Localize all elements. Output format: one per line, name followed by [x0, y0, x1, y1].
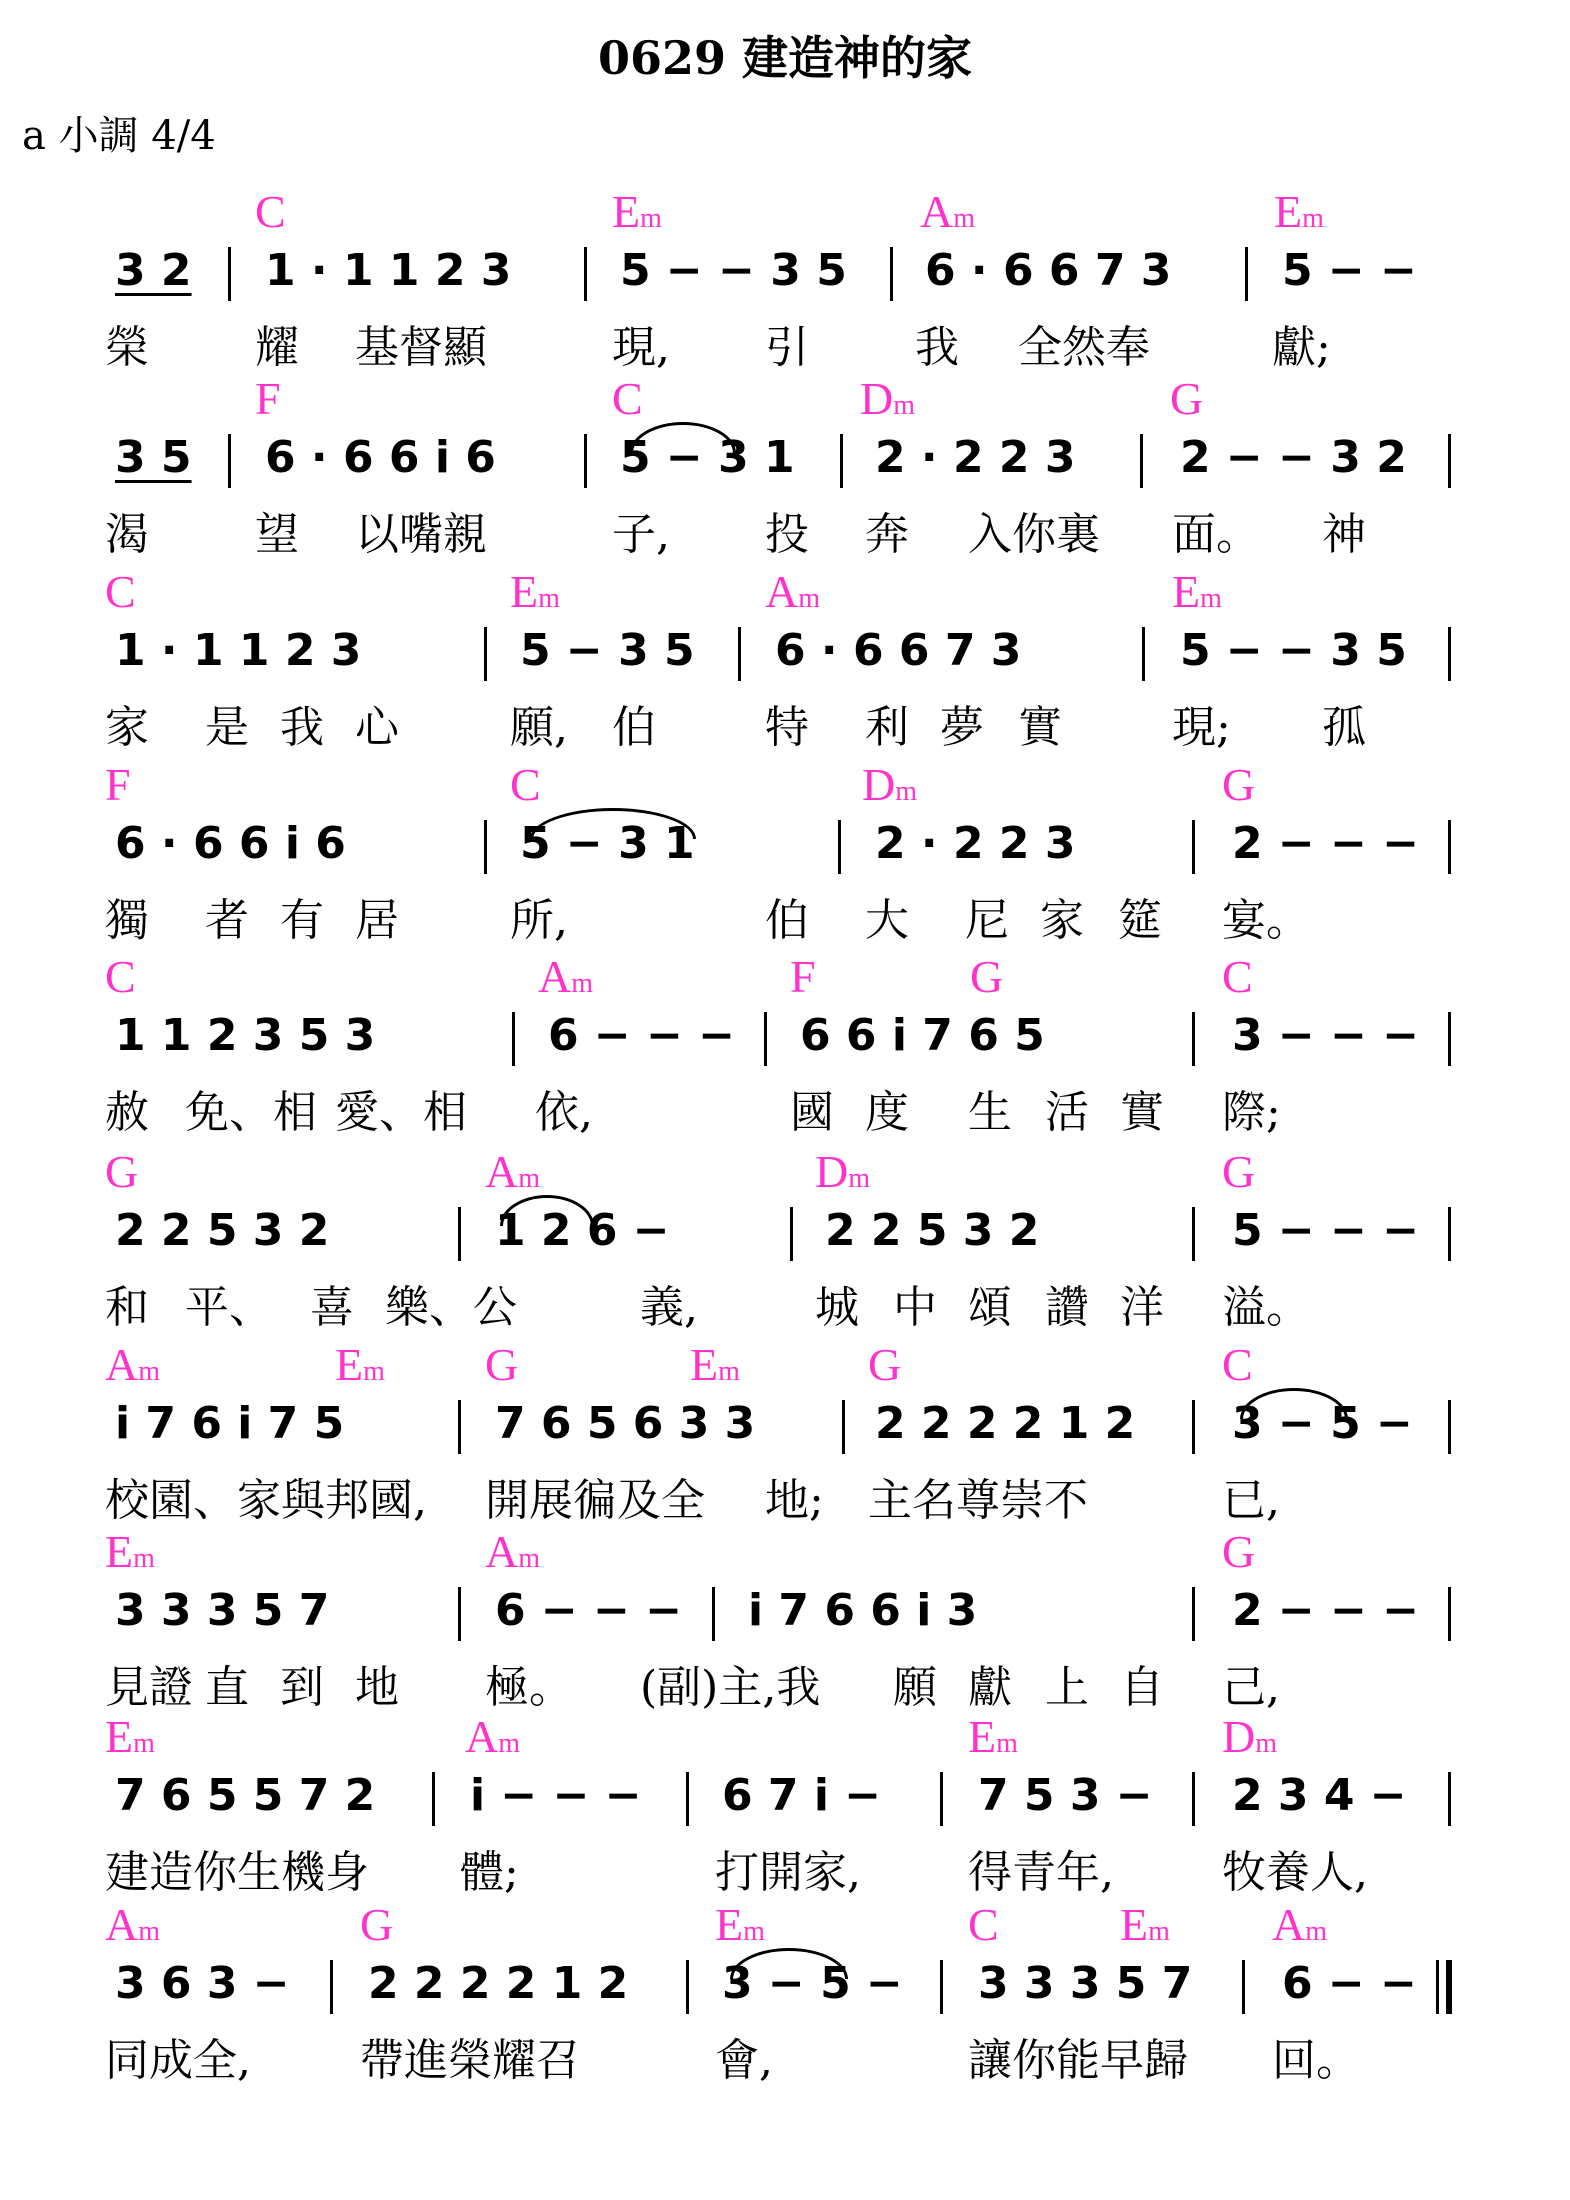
lyric: 愛、相 — [335, 1087, 467, 1138]
note-group: 3 − 5 − — [722, 1958, 903, 2009]
lyric: 赦 — [105, 1087, 149, 1138]
lyric: 城 — [815, 1282, 859, 1333]
notation-row — [0, 1010, 1570, 1066]
lyric: 所, — [510, 895, 568, 946]
lyric: 願, — [510, 702, 568, 753]
barline — [1192, 1207, 1195, 1261]
barline — [484, 820, 487, 874]
notation-row — [0, 245, 1570, 301]
system-5 — [0, 950, 1570, 1146]
note-group: 5 − 3 1 — [620, 432, 795, 483]
barline — [1448, 1772, 1451, 1826]
chord-row — [0, 1145, 1570, 1201]
barline — [584, 247, 587, 301]
barline — [940, 1772, 943, 1826]
lyric: 己, — [1222, 1662, 1280, 1713]
lyric-row — [0, 2024, 1570, 2086]
chord: Em — [968, 1711, 1018, 1762]
system-10 — [0, 1898, 1570, 2094]
lyric: 宴。 — [1222, 895, 1310, 946]
lyric: 家 — [105, 702, 149, 753]
lyric: 筵 — [1118, 895, 1162, 946]
lyric: 現, — [612, 322, 670, 373]
chord: Em — [510, 566, 560, 617]
chord: Em — [612, 186, 662, 237]
barline — [458, 1207, 461, 1261]
barline — [458, 1400, 461, 1454]
chord: C — [1222, 951, 1253, 1002]
chord: Am — [1272, 1899, 1328, 1950]
lyric: 讓你能早歸 — [968, 2035, 1188, 2086]
note-group: 2 − − − — [1232, 1585, 1420, 1636]
lyric: 牧養人, — [1222, 1847, 1368, 1898]
lyric: 我 — [280, 702, 324, 753]
lyric: 大 — [865, 895, 909, 946]
chord: Em — [105, 1526, 155, 1577]
lyric: 上 — [1045, 1662, 1089, 1713]
note-group: 1 2 6 − — [495, 1205, 670, 1256]
lyric: 直 — [205, 1662, 249, 1713]
note-group: 3 2 — [115, 245, 192, 296]
note-group: 5 − − 3 5 — [1180, 625, 1407, 676]
note-group: i 7 6 i 7 5 — [115, 1398, 345, 1449]
lyric-row — [0, 1464, 1570, 1526]
lyric: 奔 — [865, 509, 909, 560]
hymn-title: 0629 建造神的家 — [597, 31, 973, 85]
note-group: i − − − — [470, 1770, 642, 1821]
barline — [764, 1012, 767, 1066]
system-9 — [0, 1710, 1570, 1906]
lyric: 建造你生機身 — [105, 1847, 369, 1898]
chord: G — [1222, 1146, 1256, 1197]
lyric: 自 — [1120, 1662, 1164, 1713]
key-signature: a 小調 4/4 — [22, 113, 216, 159]
lyric: 極。 — [485, 1662, 573, 1713]
chord: Em — [335, 1339, 385, 1390]
barline — [1192, 1400, 1195, 1454]
barline — [228, 434, 231, 488]
note-group: 3 − 5 − — [1232, 1398, 1413, 1449]
note-group: 5 − 3 5 — [520, 625, 695, 676]
barline — [1448, 820, 1451, 874]
notation-row — [0, 1770, 1570, 1826]
note-group: 1 · 1 1 2 3 — [115, 625, 362, 676]
note-group: 2 2 2 2 1 2 — [368, 1958, 629, 2009]
lyric-row — [0, 311, 1570, 373]
lyric: 樂、公 — [385, 1282, 517, 1333]
chord: Em — [105, 1711, 155, 1762]
note-group: 2 2 5 3 2 — [825, 1205, 1040, 1256]
notation-row — [0, 1958, 1570, 2014]
lyric: 帶進榮耀召 — [360, 2035, 580, 2086]
chord-row — [0, 1338, 1570, 1394]
chord: Am — [105, 1339, 161, 1390]
lyric: 特 — [765, 702, 809, 753]
lyric: 獻 — [968, 1662, 1012, 1713]
lyric: 伯 — [612, 702, 656, 753]
lyric: 利 — [865, 702, 909, 753]
lyric: 孤 — [1322, 702, 1366, 753]
barline — [1448, 1587, 1451, 1641]
chord: C — [968, 1899, 999, 1950]
note-group: 6 − − − — [495, 1585, 683, 1636]
chord-row — [0, 1710, 1570, 1766]
note-group: 7 6 5 5 7 2 — [115, 1770, 376, 1821]
lyric: 子, — [612, 509, 670, 560]
note-group: 6 · 6 6 i 6 — [115, 818, 346, 869]
barline — [458, 1587, 461, 1641]
lyric: 獻; — [1272, 322, 1331, 373]
notation-row — [0, 1398, 1570, 1454]
barline — [1192, 1772, 1195, 1826]
chord: Em — [1274, 186, 1324, 237]
lyric: 我 — [915, 322, 959, 373]
lyric: 居 — [355, 895, 399, 946]
note-group: 2 3 4 − — [1232, 1770, 1407, 1821]
chord: Em — [715, 1899, 765, 1950]
barline — [484, 627, 487, 681]
chord: Am — [765, 566, 821, 617]
chord: Am — [538, 951, 594, 1002]
lyric: 獨 — [105, 895, 149, 946]
chord: G — [868, 1339, 902, 1390]
lyric: 國 — [790, 1087, 834, 1138]
note-group: 6 − − − — [548, 1010, 736, 1061]
chord: C — [612, 373, 643, 424]
barline — [1448, 1012, 1451, 1066]
lyric: 是 — [205, 702, 249, 753]
barline — [940, 1960, 943, 2014]
chord: G — [105, 1146, 139, 1197]
lyric: 生 — [968, 1087, 1012, 1138]
barline — [512, 1012, 515, 1066]
chord: Am — [920, 186, 976, 237]
barline — [790, 1207, 793, 1261]
lyric-row — [0, 691, 1570, 753]
barline — [1436, 1960, 1439, 2014]
lyric: 全然奉 — [1018, 322, 1150, 373]
final-barline — [1446, 1960, 1452, 2014]
note-group: 5 − − 3 5 — [620, 245, 847, 296]
notation-row — [0, 432, 1570, 488]
barline — [1245, 247, 1248, 301]
lyric: 地; — [765, 1475, 824, 1526]
lyric: 投 — [765, 509, 809, 560]
chord: Am — [485, 1526, 541, 1577]
lyric: 度 — [865, 1087, 909, 1138]
note-group: 1 · 1 1 2 3 — [265, 245, 512, 296]
lyric: 榮 — [105, 322, 149, 373]
notation-row — [0, 1585, 1570, 1641]
lyric: 引 — [765, 322, 809, 373]
note-group: 2 2 5 3 2 — [115, 1205, 330, 1256]
notation-row — [0, 625, 1570, 681]
lyric: 喜 — [310, 1282, 354, 1333]
chord: F — [105, 759, 131, 810]
system-3 — [0, 565, 1570, 761]
lyric: 回。 — [1272, 2035, 1360, 2086]
lyric: 洋 — [1120, 1282, 1164, 1333]
chord: Dm — [860, 373, 916, 424]
lyric-row — [0, 1271, 1570, 1333]
lyric: (副)主,我 — [640, 1662, 821, 1713]
barline — [1140, 434, 1143, 488]
barline — [1192, 1587, 1195, 1641]
lyric: 神 — [1322, 509, 1366, 560]
barline — [1448, 434, 1451, 488]
barline — [712, 1587, 715, 1641]
lyric: 頌 — [968, 1282, 1012, 1333]
lyric: 打開家, — [715, 1847, 861, 1898]
note-group: 7 5 3 − — [978, 1770, 1153, 1821]
note-group: 2 − − − — [1232, 818, 1420, 869]
system-1 — [0, 185, 1570, 381]
lyric: 見證 — [105, 1662, 193, 1713]
lyric: 會, — [715, 2035, 773, 2086]
lyric: 尼 — [965, 895, 1009, 946]
barline — [838, 820, 841, 874]
chord-row — [0, 1898, 1570, 1954]
barline — [228, 247, 231, 301]
lyric: 現; — [1172, 702, 1231, 753]
chord: Am — [105, 1899, 161, 1950]
lyric: 免、相 — [185, 1087, 317, 1138]
note-group: 1 1 2 3 5 3 — [115, 1010, 376, 1061]
lyric-row — [0, 1836, 1570, 1898]
note-group: 2 · 2 2 3 — [875, 818, 1076, 869]
lyric: 和 — [105, 1282, 149, 1333]
lyric: 面。 — [1172, 509, 1260, 560]
system-2 — [0, 372, 1570, 568]
chord: C — [510, 759, 541, 810]
chord-row — [0, 950, 1570, 1006]
lyric: 義, — [640, 1282, 698, 1333]
note-group: 3 5 — [115, 432, 192, 483]
system-7 — [0, 1338, 1570, 1534]
lyric: 得青年, — [968, 1847, 1114, 1898]
barline — [432, 1772, 435, 1826]
chord: C — [105, 951, 136, 1002]
note-group: 6 7 i − — [722, 1770, 882, 1821]
lyric: 已, — [1222, 1475, 1280, 1526]
note-group: 3 − − − — [1232, 1010, 1420, 1061]
note-group: 6 · 6 6 7 3 — [775, 625, 1022, 676]
chord: G — [360, 1899, 394, 1950]
chord: Em — [1172, 566, 1222, 617]
lyric: 以嘴親 — [355, 509, 487, 560]
system-8 — [0, 1525, 1570, 1721]
lyric: 望 — [255, 509, 299, 560]
chord: G — [970, 951, 1004, 1002]
barline — [330, 1960, 333, 2014]
lyric: 到 — [280, 1662, 324, 1713]
barline — [1448, 1207, 1451, 1261]
barline — [890, 247, 893, 301]
note-group: 7 6 5 6 3 3 — [495, 1398, 756, 1449]
note-group: 5 − − — [1282, 245, 1417, 296]
lyric: 心 — [355, 702, 399, 753]
lyric: 體; — [460, 1847, 519, 1898]
barline — [842, 1400, 845, 1454]
chord: Dm — [1222, 1711, 1278, 1762]
note-group: i 7 6 6 i 3 — [748, 1585, 978, 1636]
system-4 — [0, 758, 1570, 954]
lyric: 讚 — [1045, 1282, 1089, 1333]
note-group: 2 2 2 2 1 2 — [875, 1398, 1136, 1449]
chord: F — [255, 373, 281, 424]
barline — [738, 627, 741, 681]
barline — [686, 1772, 689, 1826]
chord: Am — [485, 1146, 541, 1197]
notation-row — [0, 1205, 1570, 1261]
chord: C — [105, 566, 136, 617]
chord: Am — [465, 1711, 521, 1762]
barline — [1448, 1400, 1451, 1454]
lyric: 際; — [1222, 1087, 1281, 1138]
barline — [1192, 820, 1195, 874]
lyric: 渴 — [105, 509, 149, 560]
lyric-row — [0, 884, 1570, 946]
note-group: 2 · 2 2 3 — [875, 432, 1076, 483]
note-group: 5 − − − — [1232, 1205, 1420, 1256]
lyric: 願 — [893, 1662, 937, 1713]
chord-row — [0, 1525, 1570, 1581]
lyric: 地 — [355, 1662, 399, 1713]
note-group: 5 − 3 1 — [520, 818, 695, 869]
lyric: 耀 — [255, 322, 299, 373]
barline — [686, 1960, 689, 2014]
lyric: 實 — [1018, 702, 1062, 753]
lyric-row — [0, 1651, 1570, 1713]
note-group: 6 · 6 6 7 3 — [925, 245, 1172, 296]
lyric: 平、 — [185, 1282, 273, 1333]
note-group: 6 − − — [1282, 1958, 1417, 2009]
note-group: 3 3 3 5 7 — [978, 1958, 1193, 2009]
chord-row — [0, 372, 1570, 428]
lyric: 夢 — [940, 702, 984, 753]
lyric: 開展徧及全 — [485, 1475, 705, 1526]
lyric: 中 — [893, 1282, 937, 1333]
chord: G — [1222, 1526, 1256, 1577]
lyric-row — [0, 1076, 1570, 1138]
lyric: 基督顯 — [355, 322, 487, 373]
note-group: 3 6 3 − — [115, 1958, 290, 2009]
barline — [1242, 1960, 1245, 2014]
lyric: 活 — [1045, 1087, 1089, 1138]
chord: Dm — [862, 759, 918, 810]
lyric: 實 — [1120, 1087, 1164, 1138]
chord-row — [0, 758, 1570, 814]
chord: Dm — [815, 1146, 871, 1197]
chord: G — [1170, 373, 1204, 424]
lyric: 校園、家與邦國, — [105, 1475, 427, 1526]
barline — [840, 434, 843, 488]
notation-row — [0, 818, 1570, 874]
barline — [1192, 1012, 1195, 1066]
note-group: 6 6 i 7 6 5 — [800, 1010, 1045, 1061]
lyric: 者 — [205, 895, 249, 946]
note-group: 2 − − 3 2 — [1180, 432, 1407, 483]
lyric-row — [0, 498, 1570, 560]
lyric: 主名尊崇不 — [868, 1475, 1088, 1526]
chord: G — [485, 1339, 519, 1390]
lyric: 入你裏 — [968, 509, 1100, 560]
barline — [1142, 627, 1145, 681]
lyric: 家 — [1040, 895, 1084, 946]
chord: F — [790, 951, 816, 1002]
chord: C — [255, 186, 286, 237]
lyric: 依, — [535, 1087, 593, 1138]
barline — [1448, 627, 1451, 681]
lyric: 溢。 — [1222, 1282, 1310, 1333]
chord-row — [0, 185, 1570, 241]
system-6 — [0, 1145, 1570, 1341]
barline — [584, 434, 587, 488]
chord: G — [1222, 759, 1256, 810]
lyric: 有 — [280, 895, 324, 946]
lyric: 同成全, — [105, 2035, 251, 2086]
lyric: 伯 — [765, 895, 809, 946]
note-group: 6 · 6 6 i 6 — [265, 432, 496, 483]
note-group: 3 3 3 5 7 — [115, 1585, 330, 1636]
chord-row — [0, 565, 1570, 621]
chord: Em — [690, 1339, 740, 1390]
chord: Em — [1120, 1899, 1170, 1950]
chord: C — [1222, 1339, 1253, 1390]
